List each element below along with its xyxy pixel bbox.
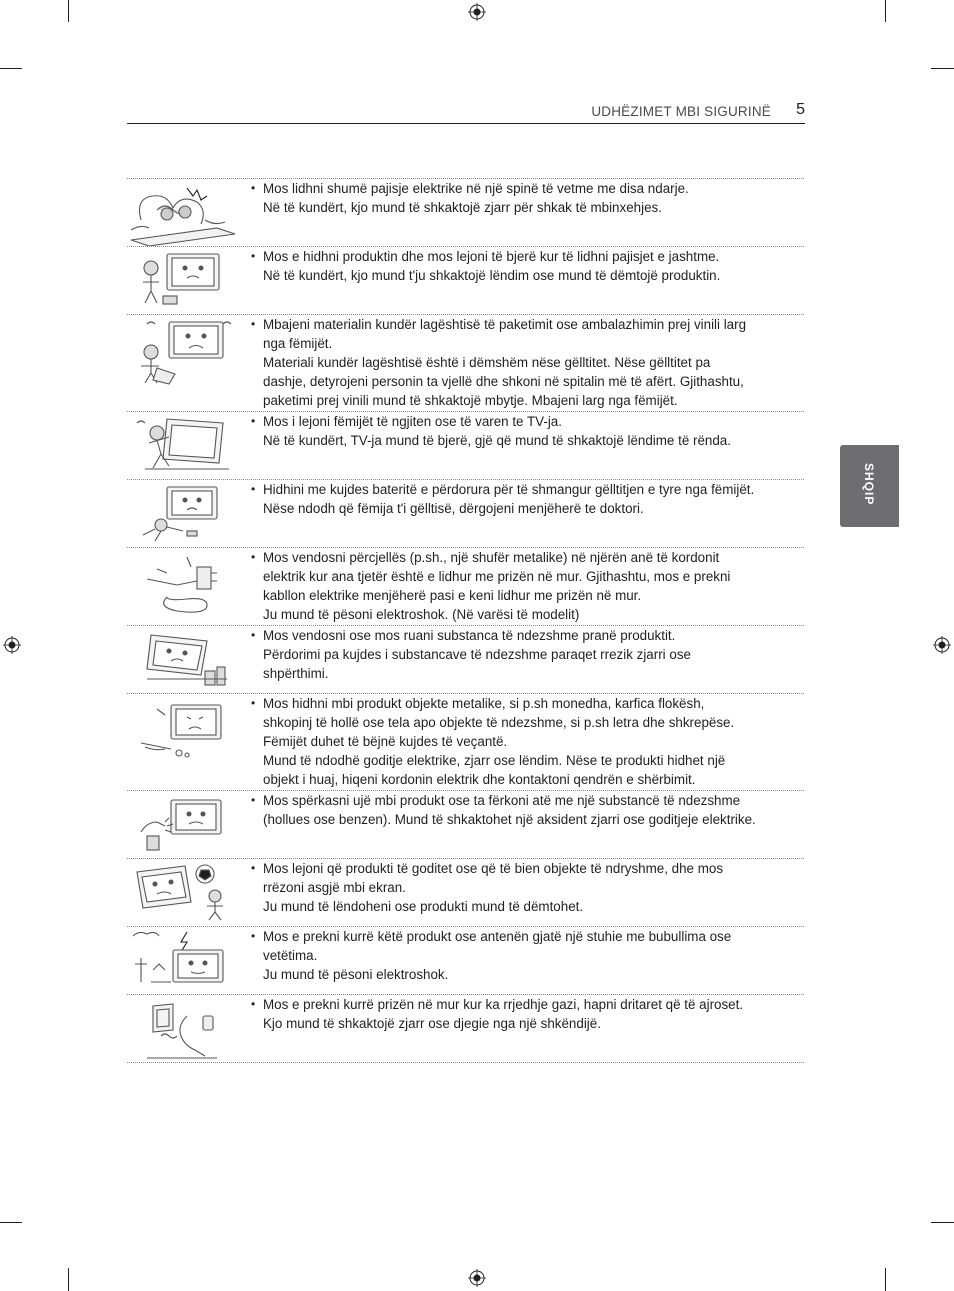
- bullet: •: [251, 793, 256, 807]
- safety-item: [127, 480, 804, 548]
- safety-item-text: [251, 927, 798, 984]
- child-vinyl-packaging-icon: [127, 316, 239, 386]
- safety-item-text: [251, 412, 798, 450]
- text-line: Mos hidhni mbi produkt objekte metalike, si p.sh monedha, karfica flokësh,: [263, 696, 705, 711]
- bullet: •: [251, 482, 256, 496]
- safety-item: [127, 548, 804, 626]
- text-line: Mos e prekni kurrë prizën në mur kur ka rrjedhje gazi, hapni dritaret që të ajroset.: [263, 997, 744, 1012]
- section-title: UDHËZIMET MBI SIGURINË: [591, 104, 771, 119]
- water-spray-tv-icon: [127, 792, 239, 858]
- crop-mark: [0, 1222, 22, 1223]
- safety-instructions-list: [127, 178, 804, 1063]
- text-line: Nëse ndodh që fëmija t'i gëlltisë, dërgojeni menjëherë te doktori.: [263, 501, 644, 516]
- text-line: Mos vendosni ose mos ruani substanca të ndezshme pranë produktit.: [263, 628, 676, 643]
- power-strip-overload-icon: [127, 180, 239, 246]
- text-line: Në të kundërt, TV-ja mund të bjerë, gjë që mund të shkaktojë lëndime të rënda.: [263, 433, 731, 448]
- safety-item-text: [251, 179, 798, 217]
- bullet: •: [251, 414, 256, 428]
- child-battery-icon: [127, 481, 239, 547]
- registration-mark-icon: [468, 3, 486, 21]
- bullet: •: [251, 861, 256, 875]
- language-tab-label: SHQIP: [862, 463, 876, 506]
- registration-mark-icon: [468, 1269, 486, 1287]
- crop-mark: [931, 68, 954, 69]
- registration-mark-icon: [933, 636, 951, 654]
- text-line: Mbajeni materialin kundër lagështisë të paketimit ose ambalazhimin prej vinili larg: [263, 317, 747, 332]
- text-line: Kjo mund të shkaktojë zjarr ose djegie nga një shkëndijë.: [263, 1016, 601, 1031]
- safety-item-text: [251, 791, 798, 829]
- safety-item-text: [251, 480, 798, 518]
- bullet: •: [251, 696, 256, 710]
- text-line: Mos lejoni që produkti të goditet ose që të bien objekte të ndryshme, dhe mos: [263, 861, 724, 876]
- text-line: Në të kundërt, kjo mund t'ju shkaktojë lëndim ose mund të dëmtojë produktin.: [263, 268, 721, 283]
- safety-item-text: [251, 315, 798, 410]
- text-line: Përdorimi pa kujdes i substancave të ndezshme paraqet rrezik zjarri ose: [263, 647, 691, 662]
- bullet: •: [251, 181, 256, 195]
- safety-item: [127, 859, 804, 927]
- safety-item: [127, 694, 804, 791]
- crop-mark: [931, 1222, 954, 1223]
- safety-item-text: [251, 995, 798, 1033]
- safety-item-text: [251, 247, 798, 285]
- safety-item: [127, 626, 804, 694]
- text-line: objekt i huaj, hiqeni kordonin elektrik dhe kontaktoni qendrën e shërbimit.: [263, 772, 696, 787]
- page-number: 5: [796, 101, 805, 118]
- registration-mark-icon: [3, 636, 21, 654]
- bullet: •: [251, 929, 256, 943]
- text-line: Mund të ndodhë goditje elektrike, zjarr ose lëndim. Nëse te produkti hidhet një: [263, 753, 726, 768]
- safety-item: [127, 179, 804, 247]
- text-line: Ju mund të pësoni elektroshok. (Në varësi të modelit): [263, 607, 580, 622]
- crop-mark: [68, 0, 69, 22]
- safety-item: [127, 995, 804, 1063]
- bullet: •: [251, 628, 256, 642]
- language-tab: [840, 445, 899, 527]
- text-line: (hollues ose benzen). Mund të shkaktohet një aksident zjarri ose goditjeje elektrike.: [263, 812, 756, 827]
- safety-item: [127, 247, 804, 315]
- text-line: shkopinj të hollë ose tela apo objekte të ndezshme, si p.sh letra dhe shkrepëse.: [263, 715, 735, 730]
- text-line: Mos e hidhni produktin dhe mos lejoni të bjerë kur të lidhni pajisjet e jashtme.: [263, 249, 720, 264]
- crop-mark: [885, 1268, 886, 1291]
- page-header: [127, 101, 805, 124]
- crop-mark: [68, 1268, 69, 1291]
- crop-mark: [0, 68, 22, 69]
- safety-item: [127, 315, 804, 412]
- text-line: kabllon elektrike menjëherë pasi e keni lidhur me prizën në mur.: [263, 588, 642, 603]
- tv-dropped-connecting-icon: [127, 248, 239, 314]
- bullet: •: [251, 317, 256, 331]
- text-line: Fëmijët duhet të bëjnë kujdes të veçantë.: [263, 734, 508, 749]
- text-line: rrëzoni asgjë mbi ekran.: [263, 880, 406, 895]
- text-line: Në të kundërt, kjo mund të shkaktojë zjarr për shkak të mbinxehjes.: [263, 200, 662, 215]
- metal-objects-tv-icon: [127, 695, 239, 775]
- text-line: Mos lidhni shumë pajisje elektrike në një spinë të vetme me disa ndarje.: [263, 181, 689, 196]
- lightning-storm-tv-icon: [127, 928, 239, 994]
- crop-mark: [885, 0, 886, 22]
- text-line: Mos e prekni kurrë këtë produkt ose antenën gjatë një stuhie me bubullima ose: [263, 929, 732, 944]
- bullet: •: [251, 550, 256, 564]
- ball-hitting-tv-icon: [127, 860, 239, 926]
- flammable-substance-icon: [127, 627, 239, 693]
- bullet: •: [251, 249, 256, 263]
- text-line: nga fëmijët.: [263, 336, 333, 351]
- child-climbing-tv-icon: [127, 413, 239, 479]
- bullet: •: [251, 997, 256, 1011]
- safety-item: [127, 927, 804, 995]
- gas-leak-plug-icon: [127, 996, 239, 1062]
- safety-item-text: [251, 859, 798, 916]
- text-line: shpërthimi.: [263, 666, 329, 681]
- text-line: Ju mund të lëndoheni ose produkti mund të dëmtohet.: [263, 899, 584, 914]
- text-line: elektrik kur ana tjetër është e lidhur me prizën në mur. Gjithashtu, mos e prekni: [263, 569, 731, 584]
- text-line: Mos spërkasni ujë mbi produkt ose ta fërkoni atë me një substancë të ndezshme: [263, 793, 741, 808]
- text-line: dashje, detyrojeni personin ta vjellë dhe shkoni në spitalin më të afërt. Gjithashtu,: [263, 374, 744, 389]
- safety-item-text: [251, 626, 798, 683]
- text-line: Mos i lejoni fëmijët të ngjiten ose të varen te TV-ja.: [263, 414, 562, 429]
- safety-item-text: [251, 548, 798, 624]
- text-line: Mos vendosni përcjellës (p.sh., një shufër metalike) në njërën anë të kordonit: [263, 550, 720, 565]
- text-line: vetëtima.: [263, 948, 318, 963]
- text-line: Hidhini me kujdes bateritë e përdorura për të shmangur gëlltitjen e tyre nga fëmijët.: [263, 482, 755, 497]
- safety-item: [127, 791, 804, 859]
- safety-item-text: [251, 694, 798, 789]
- safety-item: [127, 412, 804, 480]
- conductor-plug-icon: [127, 549, 239, 619]
- text-line: Ju mund të pësoni elektroshok.: [263, 967, 449, 982]
- text-line: Materiali kundër lagështisë është i dëmshëm nëse gëlltitet. Nëse gëlltitet pa: [263, 355, 711, 370]
- text-line: paketimi prej vinili mund të shkaktojë mbytje. Mbajeni larg nga fëmijët.: [263, 393, 678, 408]
